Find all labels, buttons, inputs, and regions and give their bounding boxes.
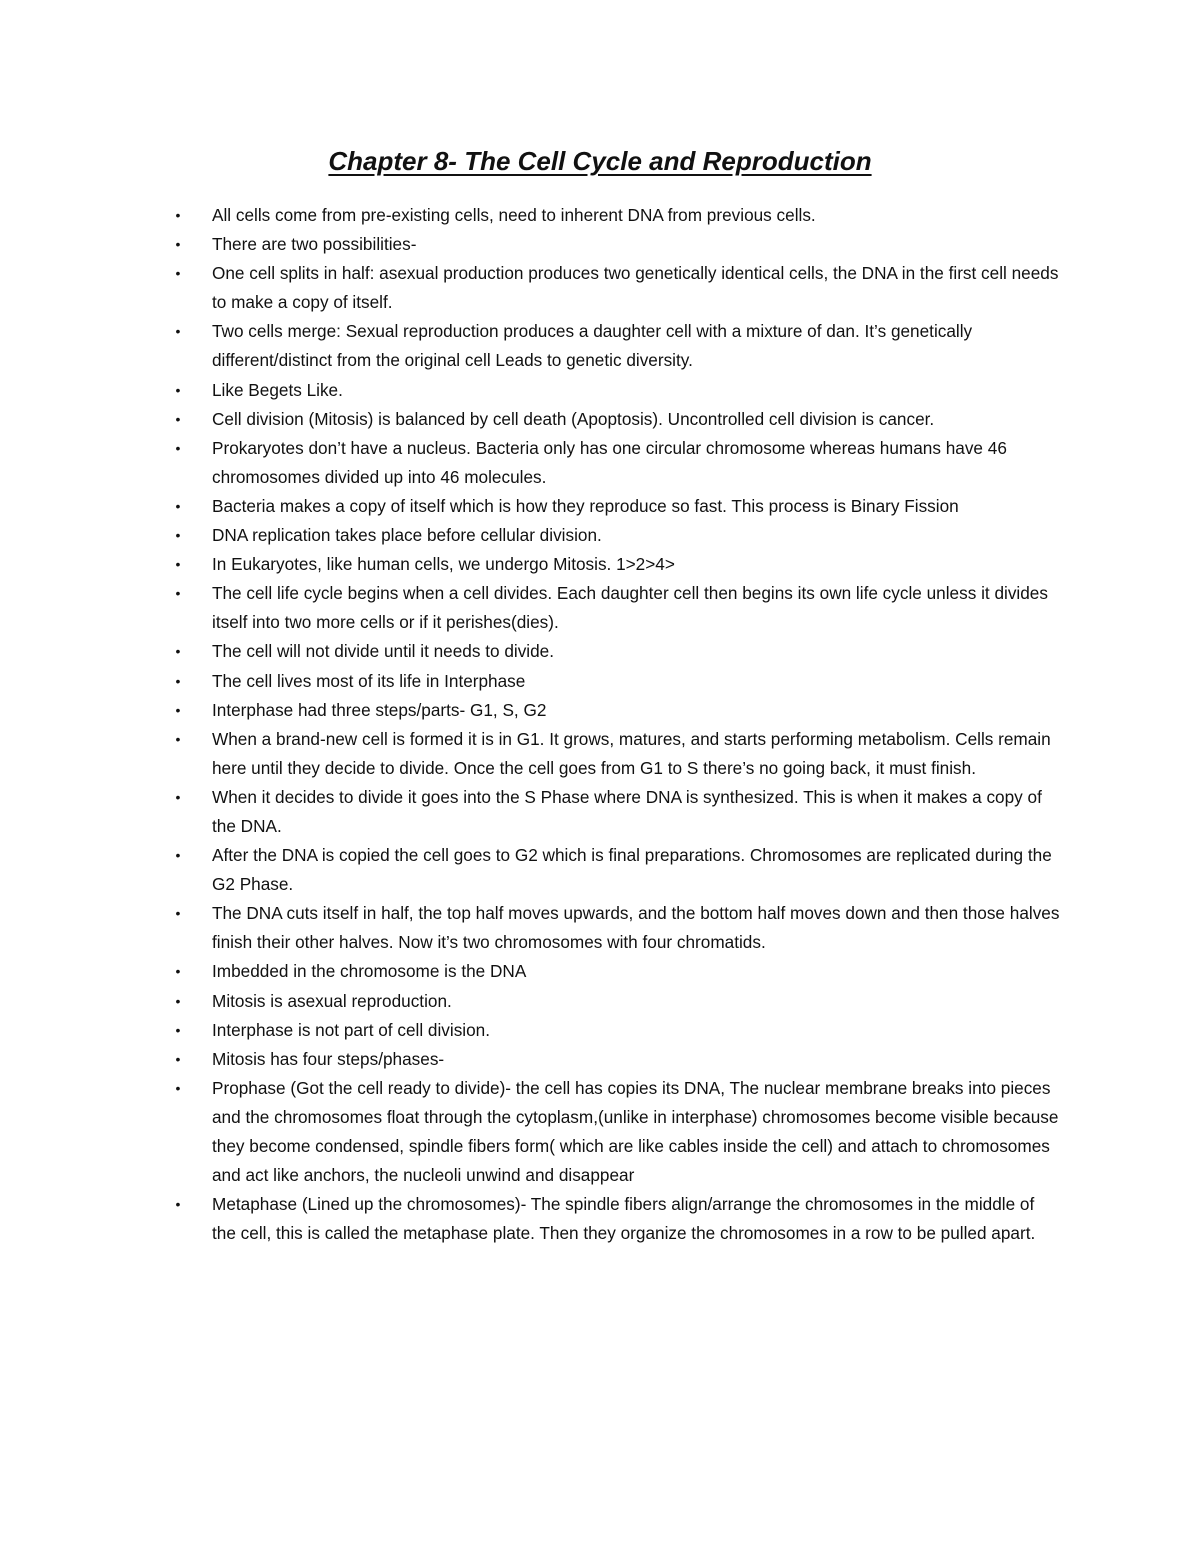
bullet-icon: • [175,236,181,253]
list-item [172,492,1062,521]
list-item-text: Two cells merge: Sexual reproduction produces a daughter cell with a mixture of dan. It’s genetically different/distinct from the original cell Leads to genetic diversity. [212,321,973,371]
bullet-icon: • [175,207,181,223]
list-item [172,1045,1062,1074]
list-item-text: Prokaryotes don’t have a nucleus. Bacteria only has one circular chromosome whereas humans have 46 chromosomes divided up into 46 molecules. [212,437,1007,487]
bullet-icon: • [175,730,181,747]
bullet-icon: • [175,847,181,864]
bullet-icon: • [175,672,181,689]
list-item [172,637,1062,666]
list-item-text: Mitosis is asexual reproduction. [212,990,452,1011]
list-item [172,987,1062,1016]
bullet-icon: • [175,963,181,980]
bullet-icon: • [175,1021,181,1038]
list-item-text: The DNA cuts itself in half, the top half moves upwards, and the bottom half moves down and then those halves finish their other halves. Now it’s two chromosomes with four chromatids. [212,903,1060,953]
list-item [172,696,1062,725]
list-item-text: Like Begets Like. [212,379,343,400]
list-item [172,783,1062,841]
bullet-icon: • [175,1079,181,1096]
page-title: Chapter 8- The Cell Cycle and Reproduction [328,146,872,176]
list-item-text: DNA replication takes place before cellular division. [212,525,602,546]
list-item-text: After the DNA is copied the cell goes to G2 which is final preparations. Chromosomes are replicated during the G2 Phase. [212,845,1052,895]
list-item [172,1074,1062,1190]
list-item-text: Prophase (Got the cell ready to divide)- the cell has copies its DNA, The nuclear membrane breaks into pieces and the chromosomes float through the cytoplasm,(unlike in interphase) chromosomes become visible because they become condensed, spindle fibers form( which are like cables inside the cell) and attach to chromosomes and act like anchors, the nucleoli unwind and disappear [212,1077,1059,1186]
list-item [172,434,1062,492]
bullet-icon: • [175,788,181,805]
list-item-text: Cell division (Mitosis) is balanced by cell death (Apoptosis). Uncontrolled cell division is cancer. [212,408,935,429]
list-item-text: In Eukaryotes, like human cells, we undergo Mitosis. 1>2>4> [212,554,675,575]
list-item [172,1016,1062,1045]
list-item-text: When it decides to divide it goes into the S Phase where DNA is synthesized. This is when it makes a copy of the DNA. [212,786,1042,836]
bullet-icon: • [175,527,181,544]
bullet-icon: • [175,410,181,427]
list-item-text: The cell lives most of its life in Interphase [212,670,526,691]
list-item [172,230,1062,259]
list-item-text: There are two possibilities- [212,234,417,255]
bullet-icon: • [175,381,181,398]
bullet-list [172,201,1062,1248]
list-item-text: Interphase is not part of cell division. [212,1019,491,1040]
list-item [172,957,1062,986]
list-item-text: Bacteria makes a copy of itself which is how they reproduce so fast. This process is Binary Fission [212,495,959,516]
bullet-icon: • [175,1196,181,1213]
list-item [172,899,1062,957]
list-item [172,259,1062,317]
list-item [172,725,1062,783]
list-item-text: The cell will not divide until it needs to divide. [212,641,555,662]
list-item [172,376,1062,405]
bullet-icon: • [175,905,181,922]
list-item-text: Interphase had three steps/parts- G1, S, G2 [212,699,547,720]
list-item [172,667,1062,696]
list-item [172,201,1062,230]
bullet-icon: • [175,556,181,573]
list-item-text: Metaphase (Lined up the chromosomes)- The spindle fibers align/arrange the chromosomes in the middle of the cell, this is called the metaphase plate. Then they organize the chromosomes in a row to be pulled apart. [212,1194,1036,1244]
list-item-text: Imbedded in the chromosome is the DNA [212,961,527,982]
bullet-icon: • [175,643,181,660]
list-item [172,550,1062,579]
bullet-icon: • [175,265,181,282]
list-item [172,405,1062,434]
list-item-text: All cells come from pre-existing cells, need to inherent DNA from previous cells. [212,205,816,225]
bullet-icon: • [175,585,181,602]
list-item-text: The cell life cycle begins when a cell divides. Each daughter cell then begins its own life cycle unless it divides itself into two more cells or if it perishes(dies). [212,583,1048,633]
bullet-icon: • [175,701,181,718]
bullet-icon: • [175,1050,181,1067]
bullet-icon: • [175,992,181,1009]
list-item [172,521,1062,550]
bullet-icon: • [175,323,181,340]
list-item-text: When a brand-new cell is formed it is in G1. It grows, matures, and starts performing metabolism. Cells remain here until they decide to divide. Once the cell goes from G1 to S there’s no going back, it must finish. [212,728,1051,778]
list-item-text: Mitosis has four steps/phases- [212,1048,445,1069]
list-item-text: One cell splits in half: asexual production produces two genetically identical cells, the DNA in the first cell needs to make a copy of itself. [212,263,1059,313]
bullet-icon: • [175,439,181,456]
list-item [172,841,1062,899]
bullet-icon: • [175,497,181,514]
list-item [172,579,1062,637]
list-item [172,1190,1062,1248]
list-item [172,317,1062,375]
